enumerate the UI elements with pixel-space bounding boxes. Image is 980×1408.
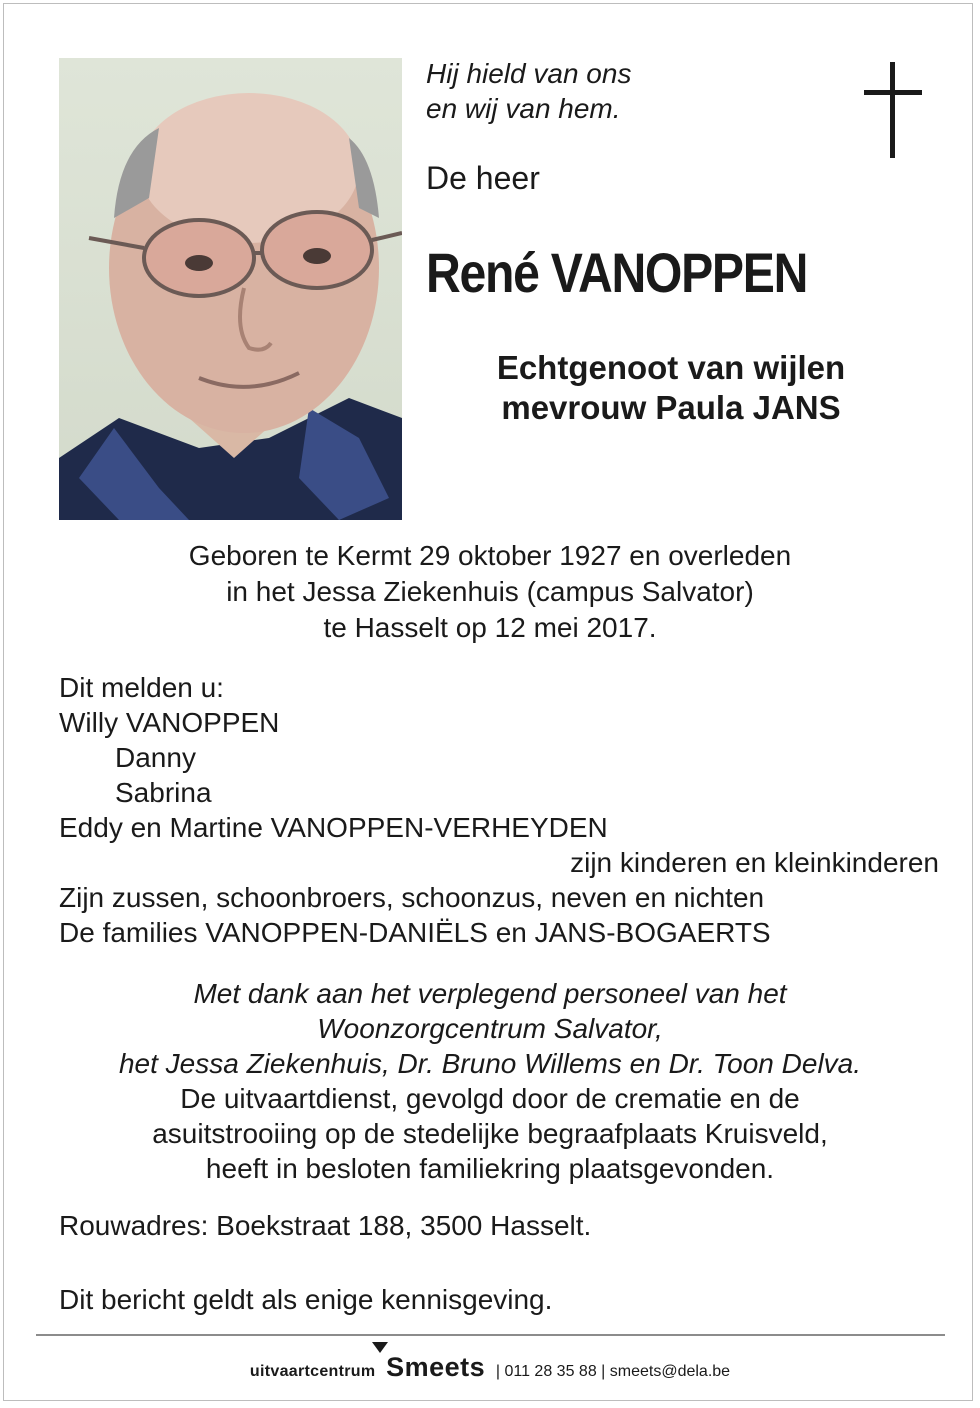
portrait-photo — [59, 58, 402, 520]
thanks-line: Woonzorgcentrum Salvator, — [317, 1013, 663, 1044]
spouse-info — [426, 348, 916, 428]
honorific: De heer — [426, 160, 540, 196]
born-line: Geboren te Kermt 29 oktober 1927 en overleden — [188, 540, 792, 571]
spouse-line: mevrouw Paula JANS — [501, 389, 841, 426]
funeral-line: heeft in besloten familiekring plaatsgevonden. — [205, 1153, 775, 1184]
memorial-quote — [426, 56, 631, 126]
funeral-home-footer — [0, 1352, 980, 1383]
footer-divider — [36, 1334, 945, 1336]
quote-line: Hij hield van ons — [426, 58, 632, 89]
quote-line: en wij van hem. — [426, 93, 621, 124]
deceased-name: René VANOPPEN — [426, 241, 808, 304]
family-relation: zijn kinderen en kleinkinderen — [570, 847, 939, 878]
footer-label: uitvaartcentrum — [249, 1363, 376, 1380]
born-line: te Hasselt op 12 mei 2017. — [323, 612, 657, 643]
thanks-line: Met dank aan het verplegend personeel van het — [193, 978, 787, 1009]
thanks-section — [0, 976, 980, 1186]
funeral-line: asuitstrooiing op de stedelijke begraafplaats Kruisveld, — [152, 1118, 828, 1149]
footer-contact: | 011 28 35 88 | smeets@dela.be — [495, 1363, 731, 1380]
relatives-line: De families VANOPPEN-DANIËLS en JANS-BOGAERTS — [59, 917, 771, 948]
family-announcement — [59, 670, 939, 950]
family-intro: Dit melden u: — [59, 672, 224, 703]
portrait-illustration — [59, 58, 402, 520]
relatives-line: Zijn zussen, schoonbroers, schoonzus, neven en nichten — [59, 882, 765, 913]
thanks-line: het Jessa Ziekenhuis, Dr. Bruno Willems en Dr. Toon Delva. — [118, 1048, 862, 1079]
notice-text: Dit bericht geldt als enige kennisgeving. — [59, 1284, 553, 1315]
family-member: Danny — [115, 742, 196, 773]
funeral-line: De uitvaartdienst, gevolgd door de crematie en de — [180, 1083, 800, 1114]
mourning-address: Rouwadres: Boekstraat 188, 3500 Hasselt. — [59, 1210, 592, 1241]
family-member: Sabrina — [115, 777, 212, 808]
family-member: Eddy en Martine VANOPPEN-VERHEYDEN — [59, 812, 608, 843]
spouse-line: Echtgenoot van wijlen — [496, 349, 846, 386]
cross-icon — [864, 62, 922, 158]
born-line: in het Jessa Ziekenhuis (campus Salvator) — [226, 576, 754, 607]
funeral-home-logo: Smeets — [386, 1352, 486, 1382]
family-member: Willy VANOPPEN — [59, 707, 280, 738]
birth-death-info — [0, 538, 980, 646]
